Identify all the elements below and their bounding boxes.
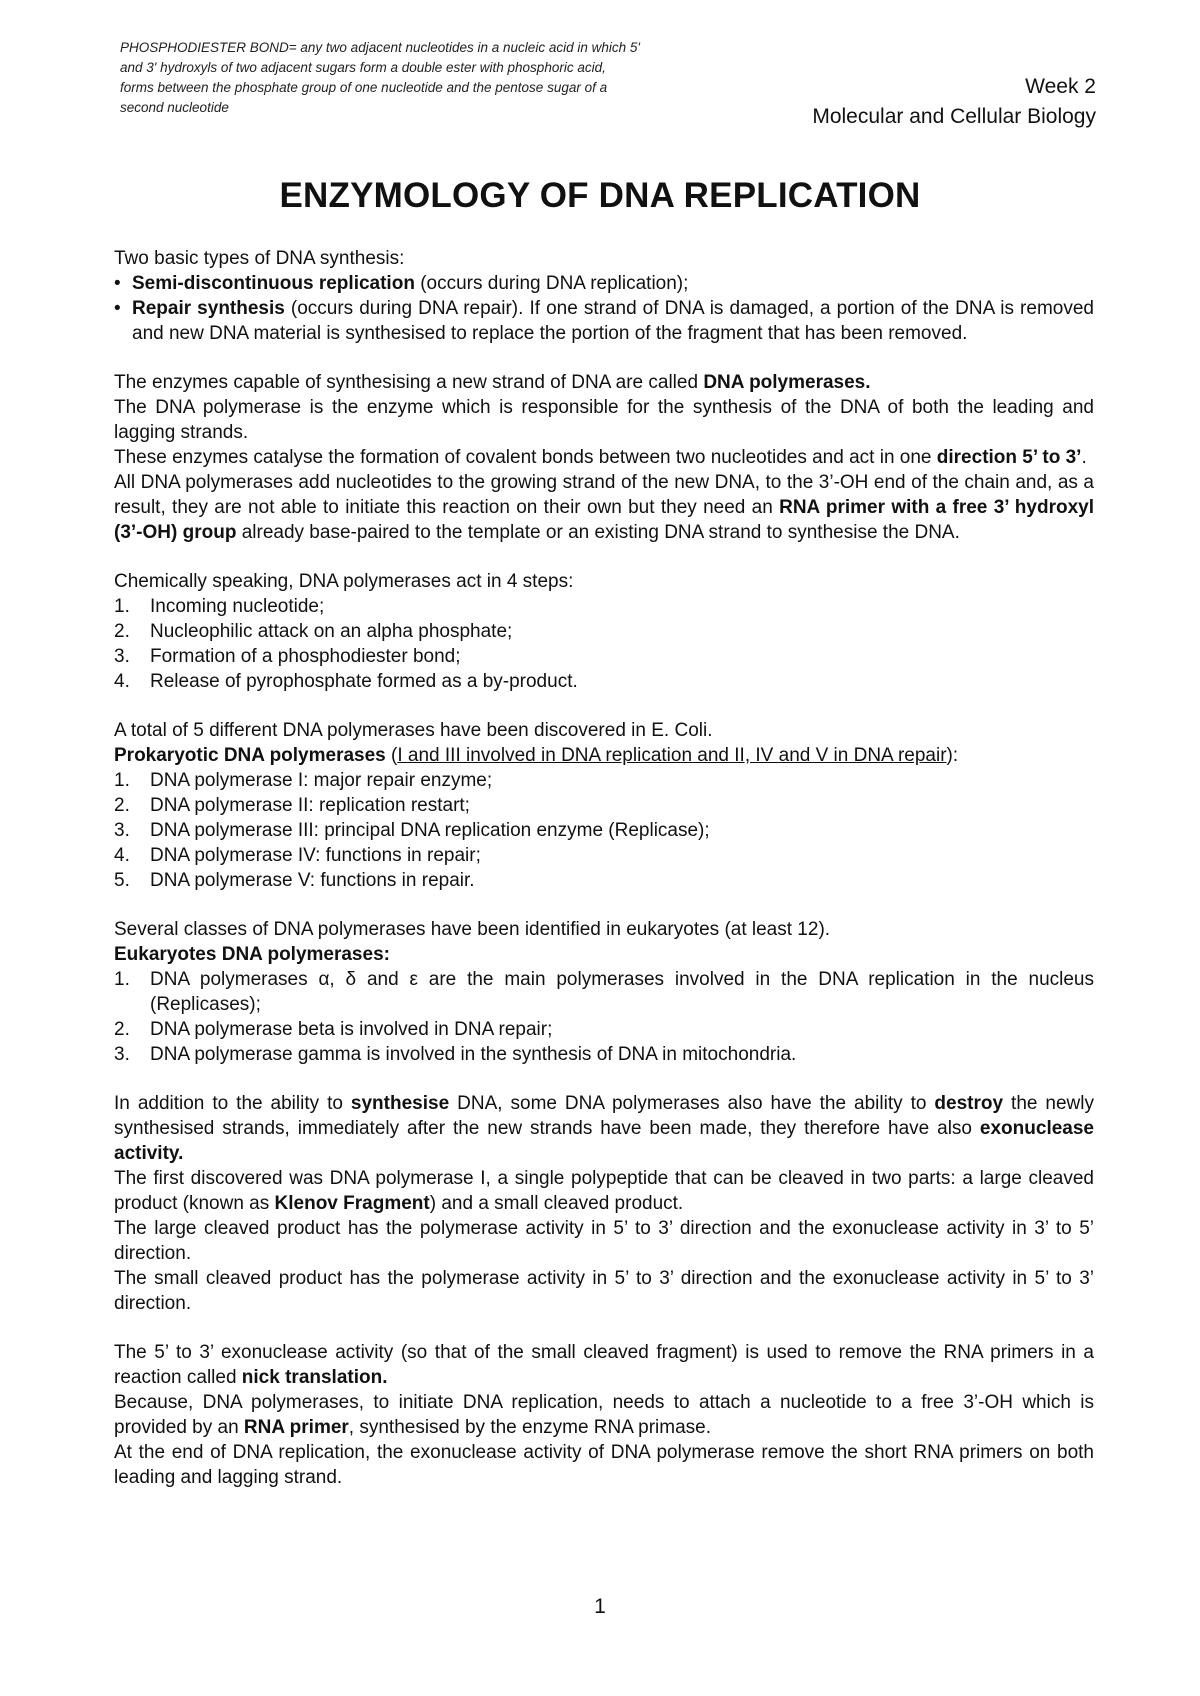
- eukaryotic-intro: Several classes of DNA polymerases have been identified in eukaryotes (at least 12).: [114, 919, 831, 940]
- paragraph: In addition to the ability to synthesise DNA, some DNA polymerases also have the ability to destroy the newly synthesised strands, immediately after the new strands have been made, they therefore have also exonuclease activity.: [114, 1093, 1094, 1164]
- paragraph: The small cleaved product has the polymerase activity in 5’ to 3’ direction and the exonuclease activity in 5’ to 3’ direction.: [114, 1268, 1094, 1314]
- page-number: 1: [594, 1595, 606, 1618]
- list-item: • Repair synthesis (occurs during DNA repair). If one strand of DNA is damaged, a portion of the DNA is removed and new DNA material is synthesised to replace the portion of the fragment that has been removed.: [114, 298, 1094, 344]
- paragraph: All DNA polymerases add nucleotides to the growing strand of the new DNA, to the 3’-OH end of the chain and, as a result, they are not able to initiate this reaction on their own but they need an RNA primer with a free 3’ hydroxyl (3’-OH) group already base-paired to the template or an existing DNA strand to synthesise the DNA.: [114, 472, 1094, 543]
- course-name: Molecular and Cellular Biology: [812, 105, 1096, 128]
- list-item: 4. Release of pyrophosphate formed as a by-product.: [114, 671, 578, 692]
- page-title: ENZYMOLOGY OF DNA REPLICATION: [279, 176, 921, 215]
- list-item: 3. Formation of a phosphodiester bond;: [114, 646, 461, 667]
- paragraph: Because, DNA polymerases, to initiate DNA replication, needs to attach a nucleotide to a free 3’-OH which is provided by an RNA primer, synthesised by the enzyme RNA primase.: [114, 1392, 1094, 1438]
- list-item: 2. DNA polymerase beta is involved in DNA repair;: [114, 1019, 553, 1040]
- list-item: 1. DNA polymerase I: major repair enzyme;: [114, 770, 493, 791]
- list-item: • Semi-discontinuous replication (occurs during DNA replication);: [114, 273, 689, 294]
- paragraph: The first discovered was DNA polymerase I, a single polypeptide that can be cleaved in two parts: a large cleaved product (known as Klenov Fragment) and a small cleaved product.: [114, 1168, 1094, 1214]
- prokaryotic-intro: A total of 5 different DNA polymerases have been discovered in E. Coli.: [114, 720, 713, 741]
- paragraph: The 5’ to 3’ exonuclease activity (so that of the small cleaved fragment) is used to remove the RNA primers in a reaction called nick translation.: [114, 1342, 1094, 1388]
- synthesis-intro: Two basic types of DNA synthesis:: [114, 248, 405, 269]
- eukaryotic-heading: Eukaryotes DNA polymerases:: [114, 944, 390, 965]
- week-label: Week 2: [1025, 75, 1096, 98]
- paragraph: The large cleaved product has the polymerase activity in 5’ to 3’ direction and the exonuclease activity in 3’ to 5’ direction.: [114, 1218, 1094, 1264]
- prokaryotic-list: [114, 768, 1094, 893]
- phosphodiester-note: PHOSPHODIESTER BOND= any two adjacent nucleotides in a nucleic acid in which 5' and 3' hydroxyls of two adjacent sugars form a double ester with phosphoric acid, forms between the phosphate group of one nucleotide and the pentose sugar of a second nucleotide: [120, 40, 640, 115]
- paragraph: At the end of DNA replication, the exonuclease activity of DNA polymerase remove the short RNA primers on both leading and lagging strand.: [114, 1442, 1094, 1488]
- document-body: [114, 246, 1094, 1490]
- bullet-mark: •: [114, 273, 121, 294]
- paragraph: The DNA polymerase is the enzyme which is responsible for the synthesis of the DNA of both the leading and lagging strands.: [114, 397, 1094, 443]
- prokaryotic-heading: Prokaryotic DNA polymerases (I and III involved in DNA replication and II, IV and V in DNA repair):: [114, 745, 959, 766]
- header-course-info: [812, 72, 1096, 132]
- synthesis-list: [114, 271, 1094, 346]
- paragraph: The enzymes capable of synthesising a new strand of DNA are called DNA polymerases.: [114, 372, 871, 393]
- steps-list: [114, 594, 1094, 694]
- list-item: 2. DNA polymerase II: replication restart;: [114, 795, 470, 816]
- list-item: 4. DNA polymerase IV: functions in repair;: [114, 845, 481, 866]
- list-item: 1. DNA polymerases α, δ and ε are the main polymerases involved in the DNA replication in the nucleus (Replicases);: [114, 969, 1094, 1015]
- steps-intro: Chemically speaking, DNA polymerases act in 4 steps:: [114, 571, 574, 592]
- list-item: 5. DNA polymerase V: functions in repair.: [114, 870, 475, 891]
- list-item: 3. DNA polymerase III: principal DNA replication enzyme (Replicase);: [114, 820, 710, 841]
- eukaryotic-list: [114, 967, 1094, 1067]
- list-item: 3. DNA polymerase gamma is involved in the synthesis of DNA in mitochondria.: [114, 1044, 797, 1065]
- list-item: 2. Nucleophilic attack on an alpha phosphate;: [114, 621, 513, 642]
- bullet-mark: •: [114, 298, 121, 319]
- paragraph: These enzymes catalyse the formation of covalent bonds between two nucleotides and act in one direction 5’ to 3’.: [114, 447, 1087, 468]
- list-item: 1. Incoming nucleotide;: [114, 596, 325, 617]
